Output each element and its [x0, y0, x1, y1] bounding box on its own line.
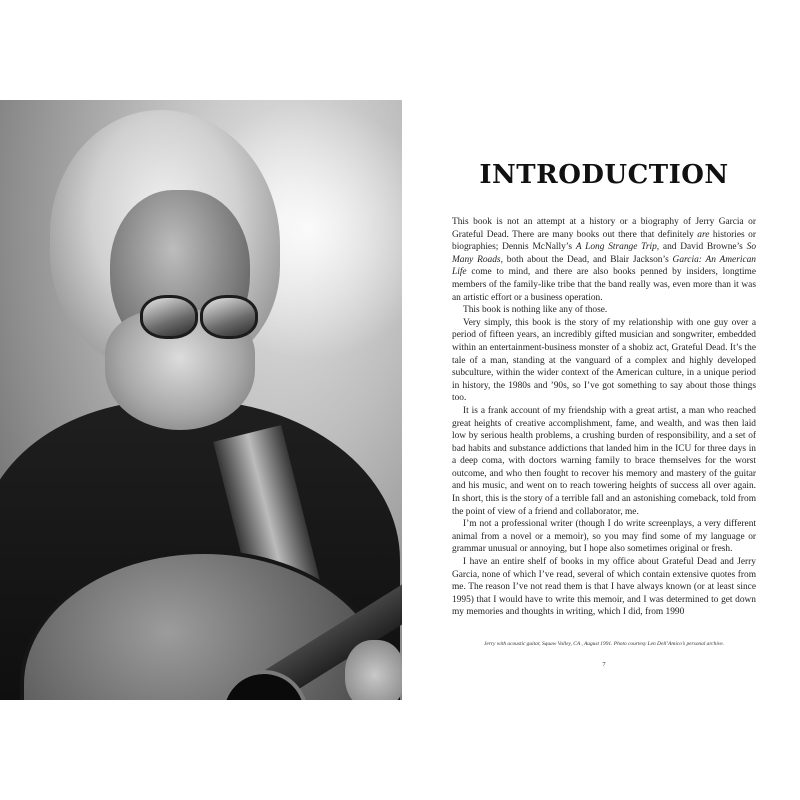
paragraph-text: I have an entire shelf of books in my office about Grateful Dead and Jerry Garcia, none of which I’ve read, several of which contain extensive quotes from me. The reason I’ve not read them is that I have always known (or at least since 1995) that I would have to write this memoir, and I was determined to get down my memories and thoughts in writing, which I did, from 1990	[452, 557, 756, 618]
paragraph	[452, 405, 756, 518]
paragraph	[452, 518, 756, 556]
photo-glasses-left	[140, 295, 198, 339]
paragraph-text: This book is nothing like any of those.	[463, 305, 608, 316]
paragraph-text: Very simply, this book is the story of my relationship with one guy over a period of fifteen years, an incredibly gifted musician and songwriter, embedded within an entertainment-business monster of a shobiz act, Grateful Dead. It’s the tale of a man, standing at the vanguard of a complex and highly developed subculture, within the wider context of the American culture, in a unique period in history, the 1980s and ’90s, so I’ve got something to say about those things too.	[452, 317, 756, 404]
italic-title-text: Garcia: An American Life	[452, 254, 756, 278]
paragraph-text: I’m not a professional writer (though I do write screenplays, a very different animal from a novel or a memoir), so you may find some of my language or grammar unusual or annoying, but I hope also sometimes original or fresh.	[452, 519, 756, 555]
paragraph	[452, 304, 756, 317]
paragraph-text: , and David Browne’s	[656, 242, 747, 253]
chapter-photo	[0, 100, 402, 700]
paragraph-text: It is a frank account of my friendship with a great artist, a man who reached great heights of creative accomplishment, fame, and wealth, and was then laid low by serious health problems, a crushing burden of responsibility, and a set of bad habits and substance addictions that landed him in the ICU for three days in a deep coma, with doctors warning family to brace themselves for the worst outcome, and who then fought to recover his memory and mastery of the guitar and his music, and went on to reach towering heights of success all over again. In short, this is the story of a terrible fall and an astonishing comeback, told from the point of view of a friend and collaborator, me.	[452, 405, 756, 517]
photo-caption: Jerry with acoustic guitar, Squaw Valley, CA , August 1991. Photo courtesy Len Dell’Amico’s personal archive.	[484, 641, 724, 647]
paragraph	[452, 216, 756, 304]
paragraph-text: This book is not an attempt at a history or a biography of Jerry Garcia or Grateful Dead. There are many books out there that definitely	[452, 217, 756, 240]
page-number: 7	[602, 661, 606, 668]
photo-glasses-right	[200, 295, 258, 339]
chapter-title: INTRODUCTION	[479, 160, 729, 190]
paragraph-text: histories or biographies; Dennis McNally’s	[452, 229, 756, 253]
italic-title-text: A Long Strange Trip	[575, 242, 657, 253]
text-page	[452, 160, 756, 619]
paragraph-text: come to mind, and there are also books penned by insiders, longtime members of the family-like tribe that the band really was, even more than it was an artistic effort or a business operation.	[452, 267, 756, 303]
paragraph	[452, 556, 756, 619]
photo-hand	[345, 640, 402, 700]
italic-title-text: So Many Roads	[452, 242, 756, 265]
body-text	[452, 216, 756, 619]
paragraph-text: , both about the Dead, and Blair Jackson’s	[500, 254, 673, 265]
italic-title-text: are	[697, 229, 710, 240]
paragraph	[452, 317, 756, 405]
